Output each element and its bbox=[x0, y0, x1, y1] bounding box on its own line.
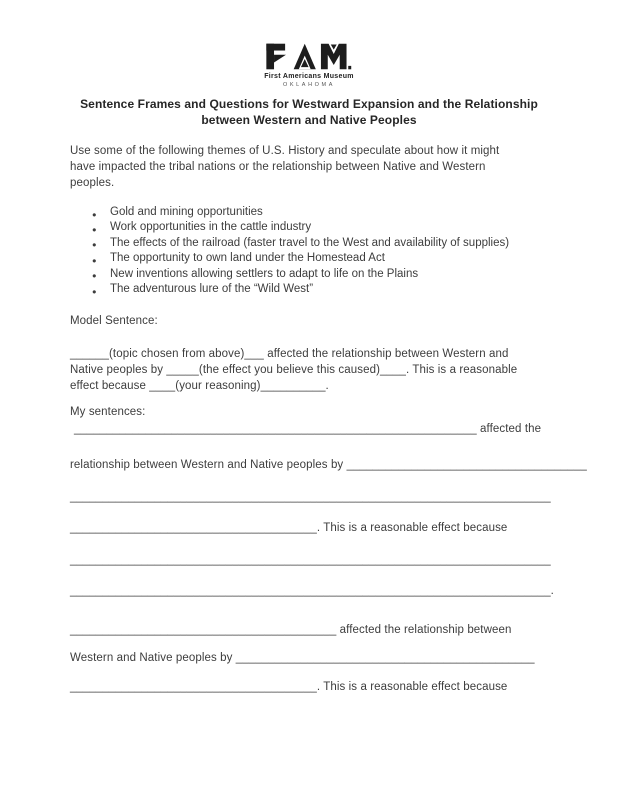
model-sentence-heading: Model Sentence: bbox=[70, 315, 158, 327]
doc-title-line-1: Sentence Frames and Questions for Westward Expansion and the Relationship bbox=[80, 97, 538, 111]
intro-line-3: peoples. bbox=[70, 177, 115, 189]
writing-line: ______________________________________. This is a reasonable effect because bbox=[70, 681, 508, 693]
writing-line: ______________________________________________________________ affected the bbox=[74, 423, 542, 435]
list-item: ● The adventurous lure of the “Wild West” bbox=[92, 282, 578, 297]
writing-line: __________________________________________________________________________. bbox=[70, 585, 554, 597]
writing-line: _________________________________________ affected the relationship between bbox=[70, 624, 512, 636]
my-sentences-heading: My sentences: bbox=[70, 406, 146, 418]
list-item: ● New inventions allowing settlers to adapt to life on the Plains bbox=[92, 267, 578, 282]
doc-title-line-2: between Western and Native Peoples bbox=[201, 113, 417, 127]
list-item: ● Gold and mining opportunities bbox=[92, 205, 578, 220]
list-item: ● Work opportunities in the cattle industry bbox=[92, 220, 578, 235]
intro-line-1: Use some of the following themes of U.S. History and speculate about how it might bbox=[70, 145, 500, 157]
logo-name: First Americans Museum bbox=[264, 73, 354, 80]
list-item: ● The opportunity to own land under the Homestead Act bbox=[92, 251, 578, 266]
writing-line: Western and Native peoples by ______________________________________________ bbox=[70, 652, 535, 664]
writing-line: relationship between Western and Native peoples by _____________________________________ bbox=[70, 459, 587, 471]
model-sentence-line-2: Native peoples by _____(the effect you believe this caused)____. This is a reasonable bbox=[70, 364, 518, 376]
list-item: ● The effects of the railroad (faster travel to the West and availability of supplies) bbox=[92, 236, 578, 251]
fam-logo bbox=[0, 42, 618, 88]
themes-list bbox=[92, 205, 578, 297]
writing-line: __________________________________________________________________________ bbox=[70, 554, 551, 566]
model-sentence-line-1: ______(topic chosen from above)___ affected the relationship between Western and bbox=[70, 348, 509, 360]
intro-line-2: have impacted the tribal nations or the relationship between Native and Western bbox=[70, 161, 486, 173]
writing-line: ______________________________________. This is a reasonable effect because bbox=[70, 522, 508, 534]
model-sentence-line-3: effect because ____(your reasoning)__________. bbox=[70, 380, 329, 392]
writing-line: __________________________________________________________________________ bbox=[70, 491, 551, 503]
fam-wordmark-icon bbox=[266, 42, 352, 71]
logo-location: OKLAHOMA bbox=[283, 82, 335, 88]
